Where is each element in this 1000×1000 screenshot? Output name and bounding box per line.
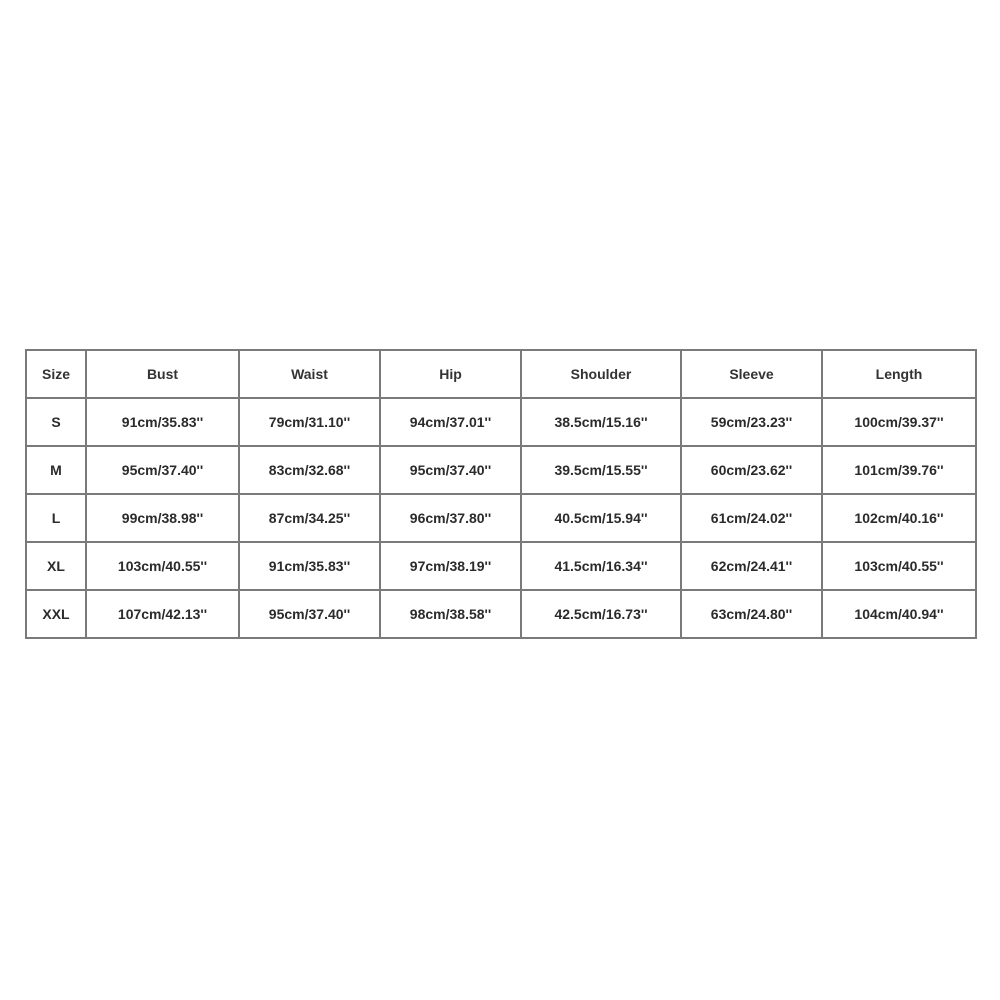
shoulder-cell: 42.5cm/16.73'' [521,590,681,638]
header-hip: Hip [380,350,521,398]
header-shoulder: Shoulder [521,350,681,398]
header-waist: Waist [239,350,380,398]
sleeve-cell: 59cm/23.23'' [681,398,822,446]
shoulder-cell: 38.5cm/15.16'' [521,398,681,446]
header-bust: Bust [86,350,239,398]
length-cell: 102cm/40.16'' [822,494,976,542]
header-sleeve: Sleeve [681,350,822,398]
sleeve-cell: 61cm/24.02'' [681,494,822,542]
table-row [26,446,976,494]
waist-cell: 95cm/37.40'' [239,590,380,638]
bust-cell: 103cm/40.55'' [86,542,239,590]
hip-cell: 97cm/38.19'' [380,542,521,590]
hip-cell: 98cm/38.58'' [380,590,521,638]
bust-cell: 99cm/38.98'' [86,494,239,542]
header-length: Length [822,350,976,398]
waist-cell: 79cm/31.10'' [239,398,380,446]
hip-cell: 94cm/37.01'' [380,398,521,446]
waist-cell: 91cm/35.83'' [239,542,380,590]
waist-cell: 83cm/32.68'' [239,446,380,494]
length-cell: 103cm/40.55'' [822,542,976,590]
sleeve-cell: 63cm/24.80'' [681,590,822,638]
size-cell: M [26,446,86,494]
hip-cell: 96cm/37.80'' [380,494,521,542]
table-row [26,398,976,446]
length-cell: 104cm/40.94'' [822,590,976,638]
bust-cell: 95cm/37.40'' [86,446,239,494]
length-cell: 101cm/39.76'' [822,446,976,494]
bust-cell: 107cm/42.13'' [86,590,239,638]
waist-cell: 87cm/34.25'' [239,494,380,542]
bust-cell: 91cm/35.83'' [86,398,239,446]
header-size: Size [26,350,86,398]
table-row [26,590,976,638]
table-row [26,542,976,590]
shoulder-cell: 39.5cm/15.55'' [521,446,681,494]
table-row [26,494,976,542]
size-cell: XL [26,542,86,590]
shoulder-cell: 40.5cm/15.94'' [521,494,681,542]
size-cell: XXL [26,590,86,638]
size-cell: S [26,398,86,446]
shoulder-cell: 41.5cm/16.34'' [521,542,681,590]
hip-cell: 95cm/37.40'' [380,446,521,494]
sleeve-cell: 60cm/23.62'' [681,446,822,494]
size-cell: L [26,494,86,542]
header-row [26,350,976,398]
sleeve-cell: 62cm/24.41'' [681,542,822,590]
length-cell: 100cm/39.37'' [822,398,976,446]
size-chart-table [25,349,977,639]
